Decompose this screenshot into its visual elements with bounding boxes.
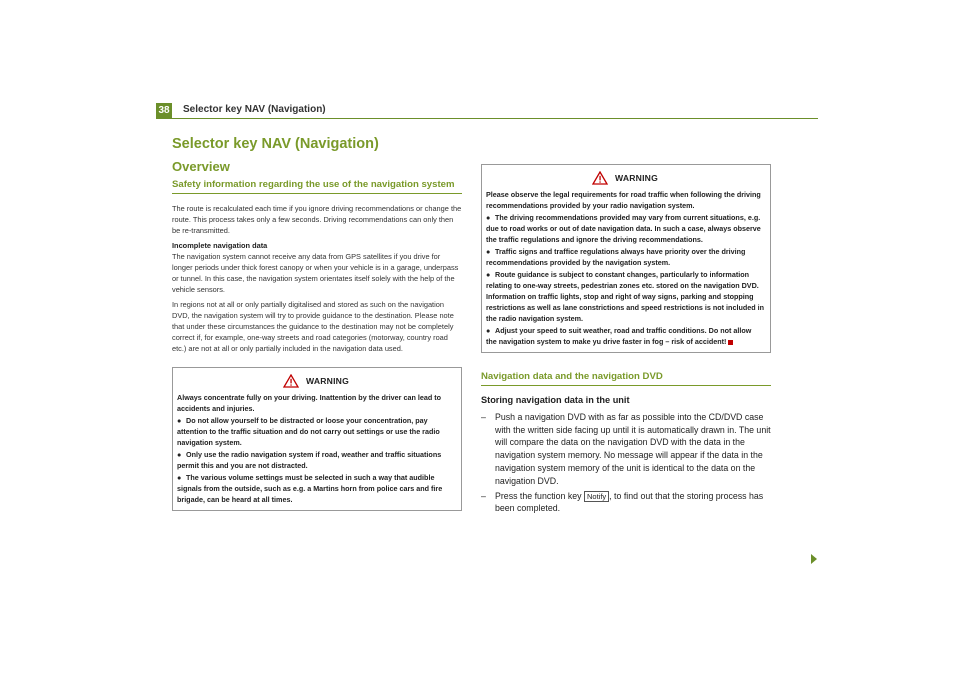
warning-item: ● Traffic signs and traffice regulations always have priority over the driving recommendations provided by the navigation system.	[486, 247, 746, 267]
subsection-title: Safety information regarding the use of the navigation system	[172, 179, 462, 194]
warning-title: WARNING	[615, 173, 658, 183]
paragraph: In regions not at all or only partially digitalised and stored as such on the navigation DVD, the navigation system will try to provide guidance to the destination. Please note that under these circumstances the guidance to the destination may not be completely correct if, for example, one-way streets and road categories (motorway, country road etc.) are not at all or only partially included in the navigation data used.	[172, 299, 454, 354]
notify-key: Notify	[584, 491, 609, 502]
nav-data-section-title: Navigation data and the navigation DVD	[481, 371, 771, 386]
left-column	[172, 135, 462, 511]
intro-text	[172, 203, 462, 355]
dash-marker: –	[481, 411, 486, 422]
warning-body	[177, 392, 455, 505]
warning-item: ● Route guidance is subject to constant changes, particularly to information relating to one-way streets, pedestrian zones etc. stored on the navigation DVD. Information on traffic lights, stop and right of way signs, parking and stopping restrictions as well as lane constrictions and speed restrictions is not included in the radio navigation system.	[486, 270, 764, 323]
paragraph: The navigation system cannot receive any data from GPS satellites if you drive for longer periods under thick forest canopy or when your vehicle is in a garage, underpass or tunnel. In this case, the navigation system orientates itself solely with the help of the vehicle sensors.	[172, 251, 459, 295]
page-number: 38	[156, 103, 172, 119]
warning-item: ● The driving recommendations provided may vary from current situations, e.g. due to road works or out of date navigation data. In such a case, always observe the traffic regulations and ignore the driving recommendations.	[486, 213, 761, 244]
warning-item: ● Do not allow yourself to be distracted or loose your concentration, pay attention to the traffic situation and do not carry out settings or use the radio navigation system.	[177, 415, 440, 447]
section-title: Overview	[172, 159, 230, 174]
warning-header	[486, 171, 764, 185]
warning-item: ● The various volume settings must be selected in such a way that audible signals from the outside, such as e.g. a Martins horn from police cars and fire brigade, can be heard at all times.	[177, 472, 443, 504]
bullet-icon: ●	[486, 213, 491, 222]
bullet-icon: ●	[177, 449, 182, 459]
header-rule	[156, 118, 818, 119]
bullet-icon: ●	[177, 472, 182, 482]
warning-intro: Please observe the legal requirements for road traffic when following the driving recommendations provided by your radio navigation system.	[486, 190, 761, 210]
list-item	[481, 411, 771, 488]
bullet-icon: ●	[486, 326, 491, 335]
bullet-icon: ●	[486, 247, 491, 256]
running-header: Selector key NAV (Navigation)	[183, 104, 326, 115]
storing-heading: Storing navigation data in the unit	[481, 395, 630, 405]
warning-box	[481, 164, 771, 353]
warning-intro: Always concentrate fully on your driving. Inattention by the driver can lead to accidents and injuries.	[177, 392, 441, 413]
dash-marker: –	[481, 490, 486, 501]
warning-header	[177, 374, 455, 388]
warning-body	[486, 189, 764, 347]
step-text: Push a navigation DVD with as far as possible into the CD/DVD case with the written side facing up until it is automatically drawn in. The unit will compare the data on the navigation DVD with the data in the navigation system memory. No message will appear if the data in the navigation system memory of the unit is identical to the data on the navigation DVD.	[495, 411, 771, 486]
next-page-arrow-icon	[811, 554, 817, 564]
warning-item: ● Adjust your speed to suit weather, road and traffic conditions. Do not allow the navigation system to make yu drive faster in fog – risk of accident!	[486, 326, 752, 346]
warning-title: WARNING	[306, 375, 349, 386]
incomplete-data-heading: Incomplete navigation data	[172, 240, 268, 250]
right-column	[481, 164, 771, 517]
warning-triangle-icon	[283, 374, 299, 388]
paragraph: The route is recalculated each time if you ignore driving recommendations or change the route. This process takes only a few seconds. Driving recommendations can only then be re-transmitted.	[172, 204, 462, 236]
step-text: Press the function key Notify , to find out that the storing process has been completed.	[495, 490, 764, 514]
nav-data-text	[481, 394, 771, 515]
end-of-section-icon	[728, 340, 733, 345]
list-item	[481, 490, 771, 516]
warning-box	[172, 367, 462, 511]
bullet-icon: ●	[486, 270, 491, 279]
chapter-title: Selector key NAV (Navigation)	[172, 136, 379, 152]
bullet-icon: ●	[177, 415, 182, 425]
warning-item: ● Only use the radio navigation system if road, weather and traffic situations permit this and you are not distracted.	[177, 449, 442, 470]
warning-triangle-icon	[592, 171, 608, 185]
